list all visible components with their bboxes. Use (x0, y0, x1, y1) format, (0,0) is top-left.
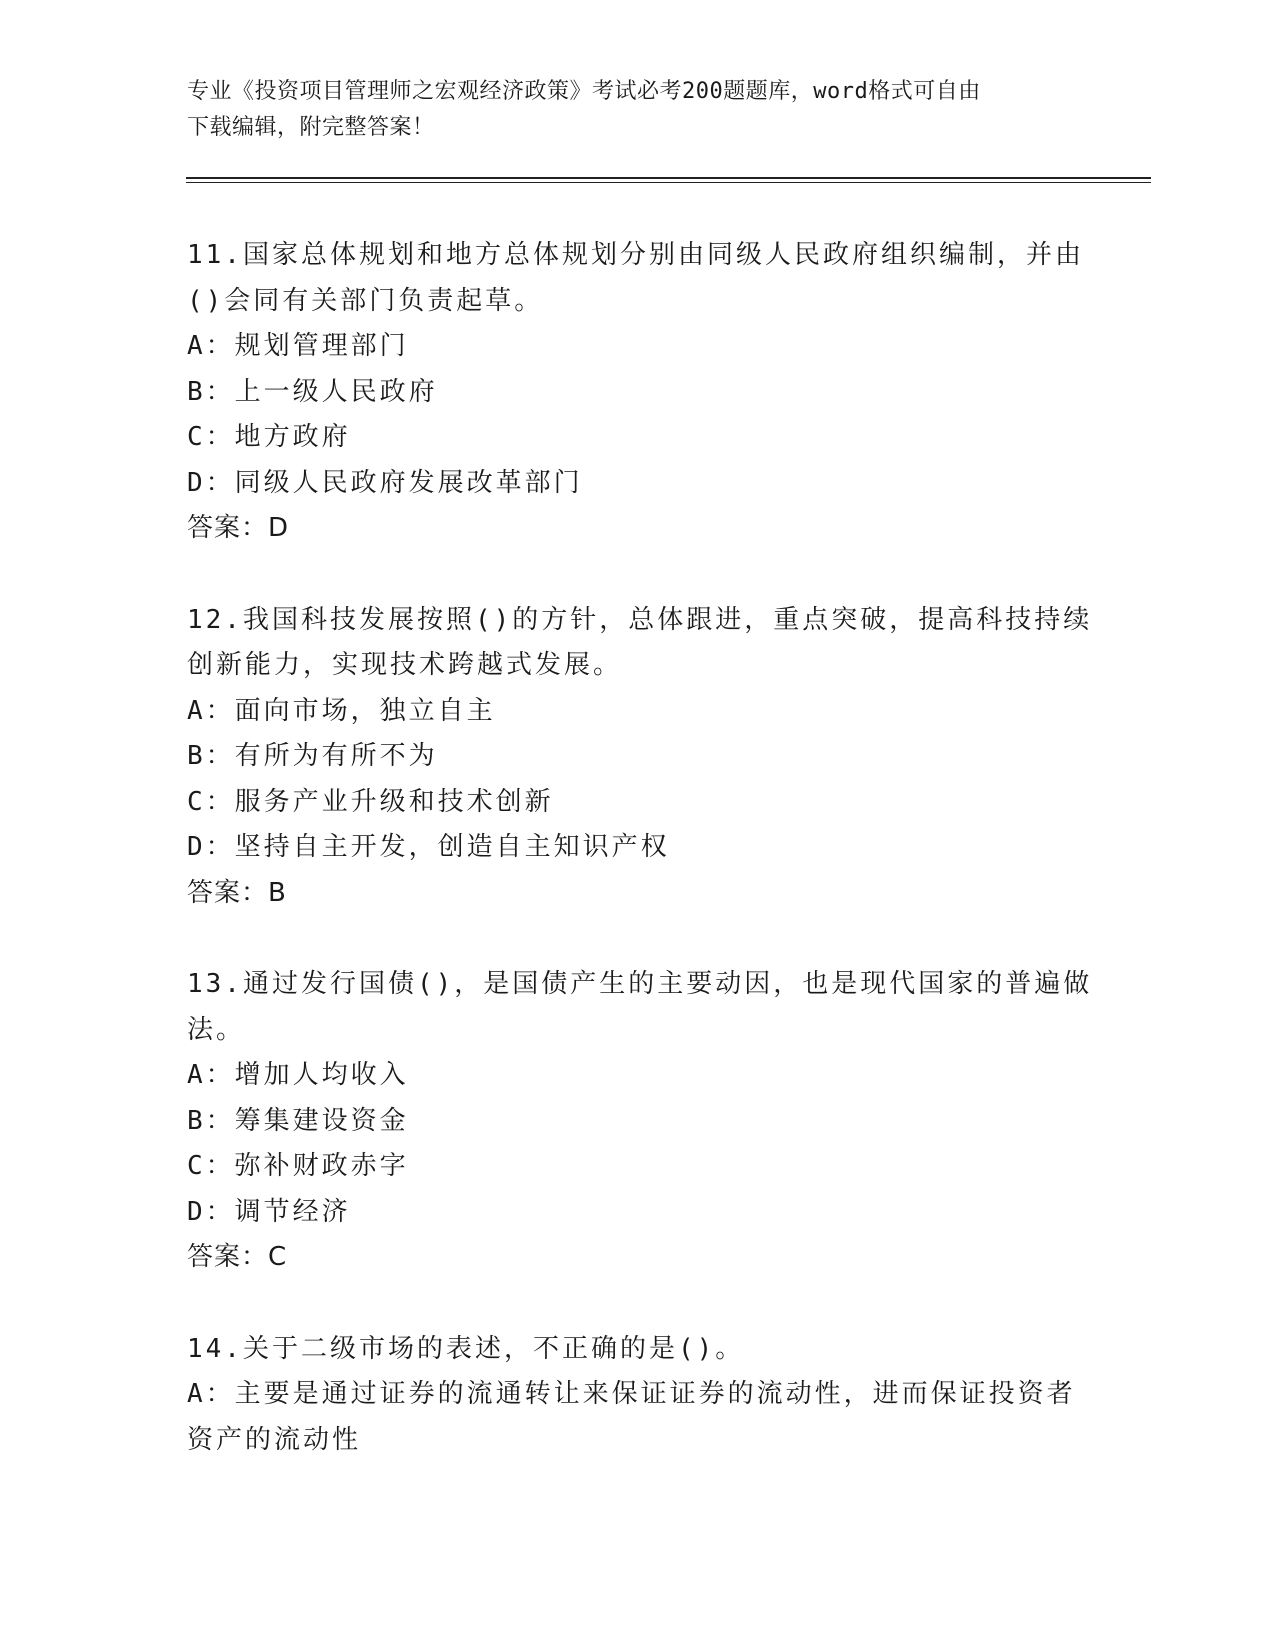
option-a: A：面向市场，独立自主 (187, 695, 496, 726)
option-a-continuation: 资产的流动性 (187, 1424, 362, 1455)
question-stem-line: 11.国家总体规划和地方总体规划分别由同级人民政府组织编制，并由 (187, 240, 1084, 270)
option-c: C：地方政府 (187, 422, 351, 452)
option-b: B：筹集建设资金 (187, 1105, 409, 1136)
question-13 (187, 962, 1093, 1281)
option-a: A：规划管理部门 (187, 331, 409, 361)
question-12 (187, 598, 1093, 917)
option-c: C：弥补财政赤字 (187, 1151, 409, 1181)
option-d: D：调节经济 (187, 1196, 351, 1227)
answer-line: 答案：D (187, 513, 290, 543)
question-list (187, 233, 1093, 1509)
header-line-1: 专业《投资项目管理师之宏观经济政策》考试必考200题题库，word格式可自由 (187, 79, 981, 104)
option-a: A：主要是通过证券的流通转让来保证证券的流动性，进而保证投资者 (187, 1379, 1076, 1409)
question-stem-line: 14.关于二级市场的表述，不正确的是()。 (187, 1333, 745, 1364)
option-c: C：服务产业升级和技术创新 (187, 786, 554, 817)
question-stem-line: 12.我国科技发展按照()的方针，总体跟进，重点突破，提高科技持续 (187, 604, 1093, 635)
question-11 (187, 233, 1087, 552)
option-d: D：坚持自主开发，创造自主知识产权 (187, 832, 670, 862)
question-stem-line: 13.通过发行国债()，是国债产生的主要动因，也是现代国家的普遍做 (187, 969, 1093, 999)
option-b: B：有所为有所不为 (187, 741, 438, 771)
document-header (187, 74, 1077, 146)
answer-line: 答案：B (187, 877, 287, 908)
question-stem-line: 法。 (187, 1014, 246, 1045)
option-b: B：上一级人民政府 (187, 376, 438, 407)
header-line-2: 下载编辑，附完整答案！ (187, 115, 435, 140)
header-divider (186, 177, 1151, 183)
question-14 (187, 1327, 1087, 1464)
answer-line: 答案：C (187, 1242, 288, 1272)
option-d: D：同级人民政府发展改革部门 (187, 467, 583, 498)
question-stem-line: 创新能力，实现技术跨越式发展。 (187, 650, 623, 680)
question-stem-line: ()会同有关部门负责起草。 (187, 285, 544, 316)
option-a: A：增加人均收入 (187, 1060, 409, 1090)
